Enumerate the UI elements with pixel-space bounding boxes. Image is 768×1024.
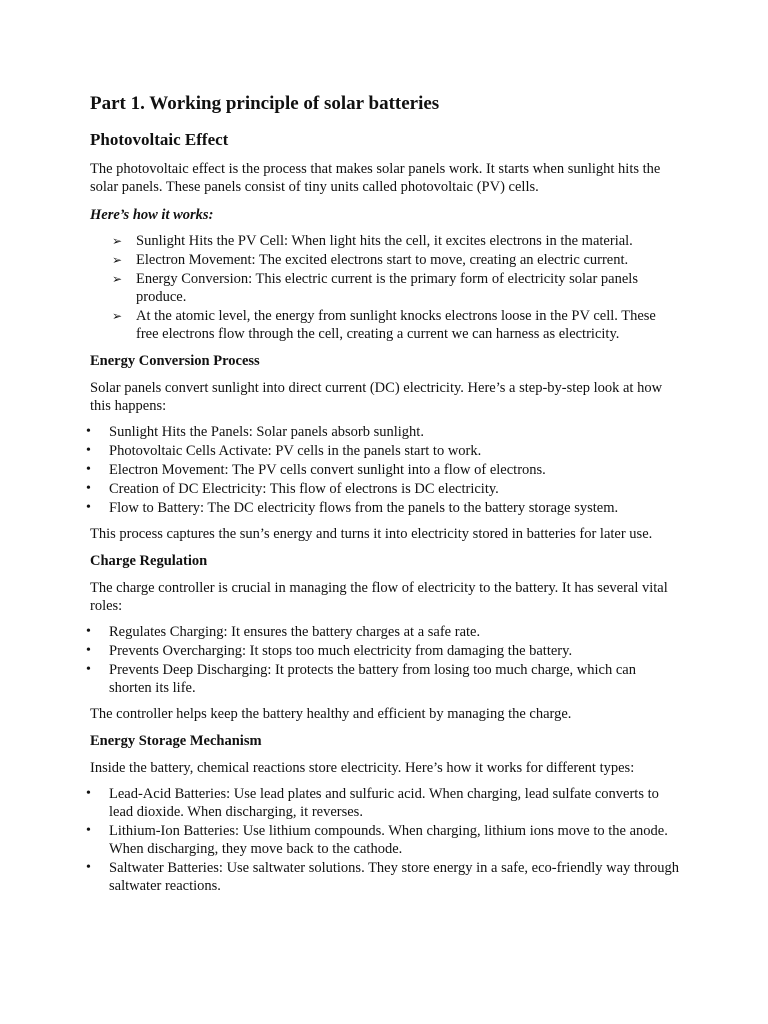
- section-heading-charge-regulation: Charge Regulation: [90, 553, 208, 569]
- list-item-text: Prevents Deep Discharging: It protects the battery from losing too much charge, which can shorten its life.: [109, 662, 636, 696]
- list-item: [86, 785, 682, 821]
- paragraph: Inside the battery, chemical reactions store electricity. Here’s how it works for different types:: [90, 760, 635, 776]
- list-item-text: Regulates Charging: It ensures the battery charges at a safe rate.: [109, 624, 481, 640]
- bullet-dot-icon: •: [86, 481, 91, 496]
- page-title: Part 1. Working principle of solar batteries: [90, 93, 440, 114]
- arrow-bullet-icon: ➢: [112, 309, 123, 323]
- list-item-text: Lithium-Ion Batteries: Use lithium compounds. When charging, lithium ions move to the anode. When discharging, they move back to the cathode.: [109, 823, 668, 857]
- section-heading-photovoltaic-effect: Photovoltaic Effect: [90, 130, 229, 149]
- list-item-text: Sunlight Hits the Panels: Solar panels absorb sunlight.: [109, 424, 424, 440]
- paragraph: The controller helps keep the battery healthy and efficient by managing the charge.: [90, 706, 572, 722]
- bullet-dot-icon: •: [86, 662, 91, 677]
- bullet-dot-icon: •: [86, 462, 91, 477]
- list-item-text: Electron Movement: The PV cells convert sunlight into a flow of electrons.: [109, 462, 546, 478]
- list-item: [86, 499, 682, 517]
- list-item: [86, 661, 682, 697]
- list-item: [86, 623, 682, 641]
- list-item-text: Creation of DC Electricity: This flow of electrons is DC electricity.: [109, 481, 499, 497]
- paragraph: Solar panels convert sunlight into direct current (DC) electricity. Here’s a step-by-step look at how this happens:: [90, 380, 663, 414]
- list-item: [86, 822, 682, 858]
- bullet-dot-icon: •: [86, 624, 91, 639]
- bullet-list: [86, 623, 682, 697]
- list-item: [90, 251, 682, 269]
- list-item-text: Electron Movement: The excited electrons start to move, creating an electric current.: [136, 252, 629, 268]
- bullet-dot-icon: •: [86, 823, 91, 838]
- list-item: [86, 423, 682, 441]
- bullet-dot-icon: •: [86, 786, 91, 801]
- list-item: [86, 642, 682, 660]
- section-heading-energy-storage-mechanism: Energy Storage Mechanism: [90, 733, 262, 749]
- bullet-list: [86, 785, 682, 895]
- paragraph: The charge controller is crucial in managing the flow of electricity to the battery. It has several vital roles:: [90, 580, 668, 614]
- list-item-text: Lead-Acid Batteries: Use lead plates and sulfuric acid. When charging, lead sulfate converts to lead dioxide. When discharging, it reverses.: [109, 786, 659, 820]
- bullet-dot-icon: •: [86, 443, 91, 458]
- document-page: [86, 90, 682, 896]
- bullet-dot-icon: •: [86, 500, 91, 515]
- arrow-bullet-icon: ➢: [112, 234, 123, 248]
- list-item: [86, 442, 682, 460]
- bullet-dot-icon: •: [86, 643, 91, 658]
- bullet-list: [86, 423, 682, 517]
- list-item: [86, 480, 682, 498]
- list-item-text: Photovoltaic Cells Activate: PV cells in the panels start to work.: [109, 443, 482, 459]
- list-item: [86, 461, 682, 479]
- arrow-bullet-icon: ➢: [112, 253, 123, 267]
- list-item: [90, 270, 682, 306]
- list-item: [90, 307, 682, 343]
- list-item-text: Flow to Battery: The DC electricity flows from the panels to the battery storage system.: [109, 500, 619, 516]
- list-item-text: At the atomic level, the energy from sunlight knocks electrons loose in the PV cell. These free electrons flow through the cell, creating a current we can harness as electricity.: [136, 308, 656, 342]
- lead-in-text: Here’s how it works:: [90, 207, 214, 223]
- list-item-text: Sunlight Hits the PV Cell: When light hits the cell, it excites electrons in the material.: [136, 233, 633, 249]
- list-item-text: Prevents Overcharging: It stops too much electricity from damaging the battery.: [109, 643, 573, 659]
- paragraph: This process captures the sun’s energy and turns it into electricity stored in batteries for later use.: [90, 526, 653, 542]
- arrow-bullet-icon: ➢: [112, 272, 123, 286]
- arrow-bullet-list: [90, 232, 682, 343]
- list-item: [90, 232, 682, 250]
- list-item-text: Energy Conversion: This electric current is the primary form of electricity solar panels produce.: [136, 271, 638, 305]
- paragraph: The photovoltaic effect is the process that makes solar panels work. It starts when sunlight hits the solar panels. These panels consist of tiny units called photovoltaic (PV) cells.: [90, 161, 661, 195]
- list-item-text: Saltwater Batteries: Use saltwater solutions. They store energy in a safe, eco-friendly way through saltwater reactions.: [109, 860, 680, 894]
- section-heading-energy-conversion-process: Energy Conversion Process: [90, 353, 260, 369]
- bullet-dot-icon: •: [86, 860, 91, 875]
- list-item: [86, 859, 682, 895]
- bullet-dot-icon: •: [86, 424, 91, 439]
